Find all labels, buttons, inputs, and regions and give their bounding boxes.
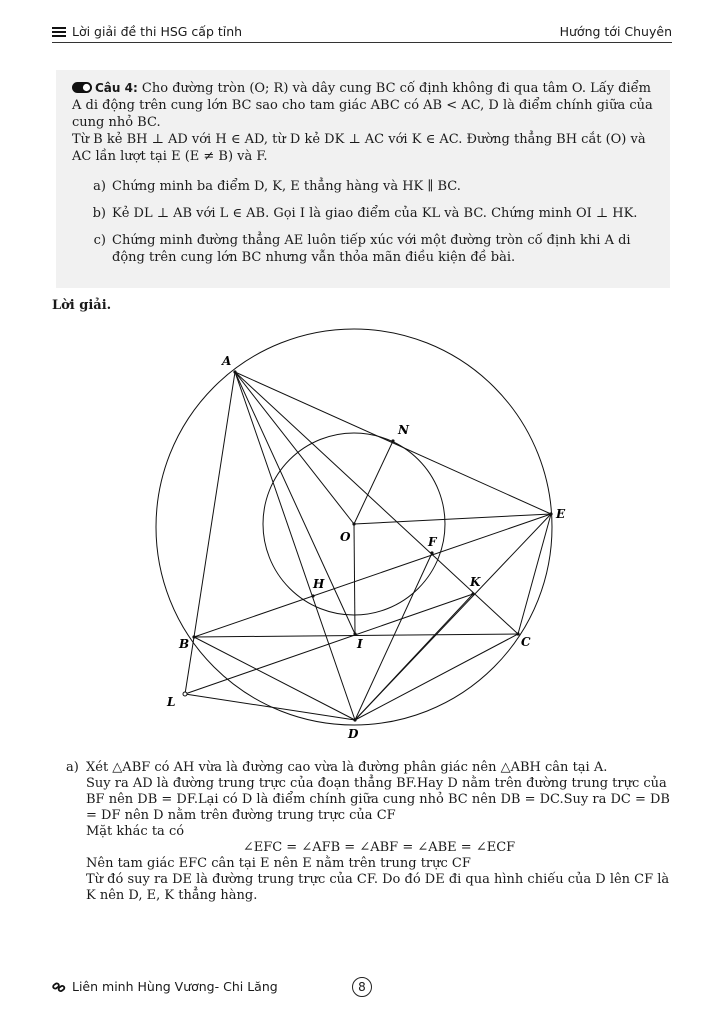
answer-p2: Suy ra AD là đường trung trực của đoạn thẳng BF.Hay D nằm trên đường trung trực của BF nên DB = DF.Lại có D là điểm chính giữa cung nhỏ BC nên DB = DC.Suy ra DC = DB = DF nên D nằm trên đường trung trực của CF [86, 776, 670, 823]
menu-icon [52, 27, 66, 37]
problem-items [72, 178, 656, 266]
header-left-title: Lời giải đề thi HSG cấp tỉnh [72, 24, 243, 39]
answer-equation: ∠EFC = ∠AFB = ∠ABF = ∠ABE = ∠ECF [242, 840, 516, 855]
item-label: b) [92, 206, 106, 221]
label-c: C [521, 635, 531, 649]
page-footer [52, 978, 672, 998]
footer-left-title: Liên minh Hùng Vương- Chi Lăng [72, 979, 278, 994]
segment-ab [194, 372, 235, 637]
item-text: Chứng minh đường thẳng AE luôn tiếp xúc với một đường tròn cố định khi A di động trên cung lớn BC nhưng vẫn thỏa mãn điều kiện đề bài. [112, 233, 631, 265]
label-l: L [167, 695, 176, 709]
label-b: B [179, 637, 190, 651]
segment-be [194, 514, 551, 637]
toggle-icon [72, 82, 92, 93]
answer-p3: Mặt khác ta có [86, 824, 185, 839]
label-e: E [556, 507, 566, 521]
label-h: H [313, 577, 325, 591]
problem-item-b [72, 205, 656, 222]
segment-oi [354, 524, 355, 634]
header-left [52, 24, 242, 39]
question-label: Câu 4: [95, 81, 138, 95]
segment-oe [354, 514, 551, 524]
label-n: N [398, 423, 409, 437]
problem-item-c [72, 232, 656, 266]
problem-item-a [72, 178, 656, 195]
geometry-figure [150, 322, 570, 752]
solution-heading: Lời giải. [52, 298, 112, 313]
answer-p5: Từ đó suy ra DE là đường trung trực của CF. Do đó DE đi qua hình chiếu của D lên CF là K nên D, E, K thẳng hàng. [86, 872, 670, 903]
label-i: I [357, 637, 363, 651]
answer-section [66, 760, 672, 904]
label-o: O [340, 530, 351, 544]
segment-ac [235, 372, 518, 634]
problem-box [56, 70, 670, 288]
item-text: Chứng minh ba điểm D, K, E thẳng hàng và HK ∥ BC. [112, 179, 461, 194]
segment-lk [185, 594, 473, 694]
answer-p4: Nên tam giác EFC cân tại E nên E nằm trên trung trực CF [86, 856, 471, 871]
link-icon [52, 981, 66, 993]
label-d: D [348, 727, 359, 741]
header-right-title: Hướng tới Chuyên [559, 24, 672, 39]
label-k: K [470, 575, 481, 589]
item-label: c) [93, 233, 106, 248]
segment-on [354, 441, 393, 524]
item-label: a) [93, 179, 106, 194]
label-f: F [428, 535, 437, 549]
item-text: Kẻ DL ⊥ AB với L ∈ AB. Gọi I là giao điểm của KL và BC. Chứng minh OI ⊥ HK. [112, 206, 638, 221]
page-number: 8 [352, 977, 372, 997]
page-header [52, 22, 672, 43]
problem-intro [72, 80, 656, 131]
segment-ae [235, 372, 551, 514]
label-a: A [222, 354, 232, 368]
problem-line-1: Cho đường tròn (O; R) và dây cung BC cố định không đi qua tâm O. Lấy điểm A di động trên cung lớn BC sao cho tam giác ABC có AB < AC, D là điểm chính giữa của cung nhỏ BC. [72, 81, 653, 130]
answer-p1: Xét △ABF có AH vừa là đường cao vừa là đường phân giác nên △ABH cân tại A. [86, 760, 608, 775]
answer-label: a) [66, 760, 79, 775]
problem-line-2: Từ B kẻ BH ⊥ AD với H ∈ AD, từ D kẻ DK ⊥ AC với K ∈ AC. Đường thẳng BH cắt (O) và AC lần lượt tại E (E ≠ B) và F. [72, 132, 646, 164]
